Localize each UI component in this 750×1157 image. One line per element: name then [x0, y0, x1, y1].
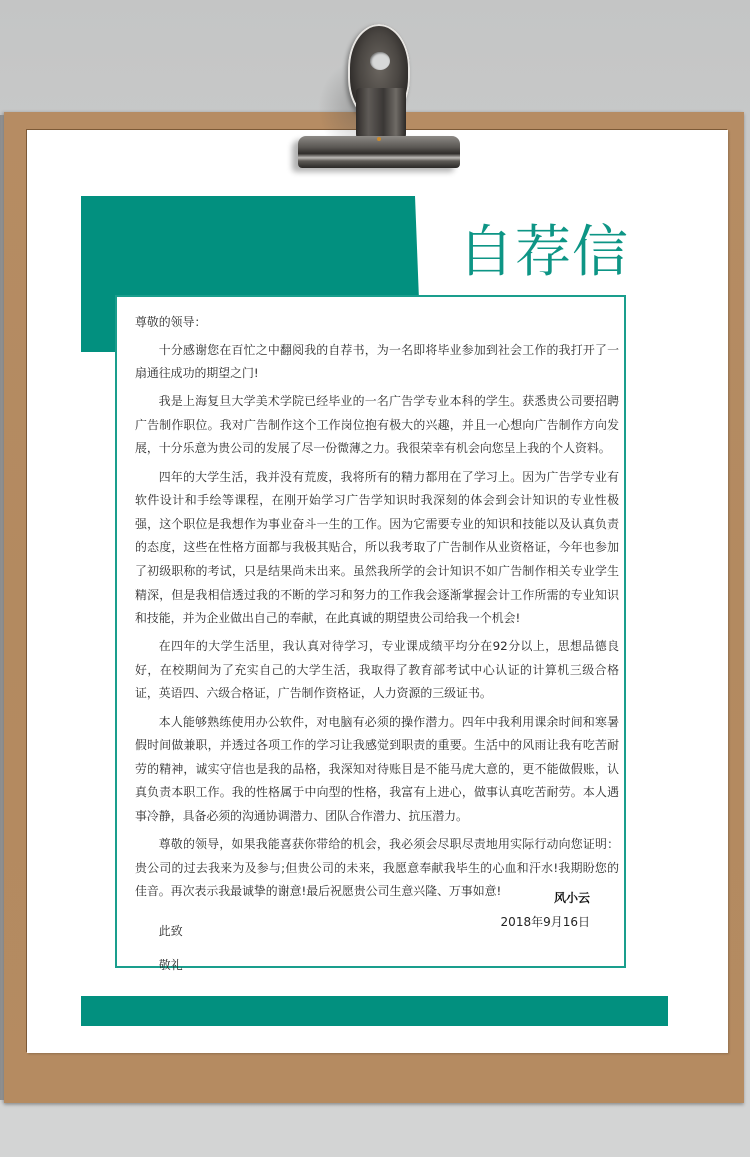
letter-body: [135, 311, 619, 982]
greeting: 尊敬的领导：: [135, 315, 207, 329]
document-title: 自荐信: [458, 220, 629, 285]
signature-name: 风小云: [553, 891, 590, 905]
paragraph-2: 我是上海复旦大学美术学院已经毕业的一名广告学专业本科的学生。获悉贵公司要招聘广告制作职位。我对广告制作这个工作岗位抱有极大的兴趣，并且一心想向广告制作方向发展，十分乐意为贵公司的发展了尽一份微薄之力。我很荣幸有机会向您呈上我的个人资料。: [135, 394, 619, 456]
signature-date: 2018年9月16日: [500, 915, 590, 929]
clip-rivet: [377, 137, 381, 141]
paragraph-3: 四年的大学生活，我并没有荒废，我将所有的精力都用在了学习上。因为广告学专业有软件设计和手绘等课程，在刚开始学习广告学知识时我深刻的体会到会计知识的专业性极强，这个职位是我想作为事业奋斗一生的工作。因为它需要专业的知识和技能以及认真负责的态度，这些在性格方面都与我极其贴合，所以我考取了广告制作从业资格证，今年也参加了初级职称的考试，只是结果尚未出来。虽然我所学的会计知识不如广告制作相关专业学生精深，但是我相信透过我的不断的学习和努力的工作我会逐渐掌握会计工作所需的专业知识和技能，并为企业做出自己的奉献，在此真诚的期望贵公司给我一个机会!: [135, 469, 619, 626]
clip-hole: [370, 52, 390, 70]
footer-accent-bar: [81, 996, 668, 1026]
closing-salutation: 此致: [158, 923, 183, 938]
letter-body-frame: [115, 295, 626, 972]
closing-regards: 敬礼: [158, 957, 183, 972]
paragraph-1: 十分感谢您在百忙之中翻阅我的自荐书，为一名即将毕业参加到社会工作的我打开了一扇通往成功的期望之门!: [135, 342, 619, 381]
paragraph-4: 在四年的大学生活里，我认真对待学习，专业课成绩平均分在92分以上，思想品德良好，在校期间为了充实自己的大学生活，我取得了教育部考试中心认证的计算机三级合格证，英语四、六级合格证，广告制作资格证，人力资源的三级证书。: [135, 639, 619, 701]
paragraph-6: 尊敬的领导，如果我能喜获你带给的机会，我必须会尽职尽责地用实际行动向您证明：贵公司的过去我来为及参与;但贵公司的未来，我愿意奉献我毕生的心血和汗水!我期盼您的佳音。再次表示我最诚挚的谢意!最后祝愿贵公司生意兴隆、万事如意!: [135, 836, 619, 899]
paragraph-5: 本人能够熟练使用办公软件，对电脑有必须的操作潜力。四年中我利用课余时间和寒暑假时间做兼职，并透过各项工作的学习让我感觉到职责的重要。生活中的风雨让我有吃苦耐劳的精神，诚实守信也是我的品格，我深知对待账目是不能马虎大意的，更不能做假账，认真负责本职工作。我的性格属于中向型的性格，我富有上进心，做事认真吃苦耐劳。本人遇事冷静，具备必须的沟通协调潜力、团队合作潜力、抗压潜力。: [135, 714, 619, 823]
